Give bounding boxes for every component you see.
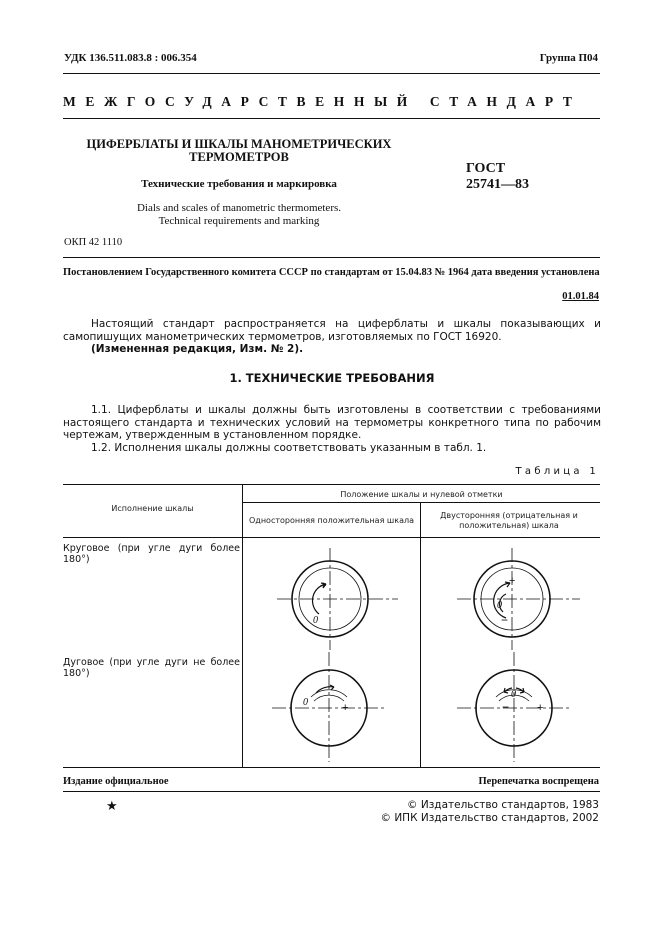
section-heading: 1. ТЕХНИЧЕСКИЕ ТРЕБОВАНИЯ <box>229 371 435 385</box>
reprint-notice: Перепечатка воспрещена <box>478 776 599 787</box>
copyright-2: © ИПК Издательство стандартов, 2002 <box>380 812 599 824</box>
title-line-2: ТЕРМОМЕТРОВ <box>189 150 289 164</box>
header-two-sided: Двусторонняя (отрицательная и положительная) шкала <box>440 511 578 530</box>
gost-number: 25741—83 <box>466 177 529 192</box>
dial-arc-two-sided <box>457 652 571 762</box>
english-title-line-2: Technical requirements and marking <box>158 214 320 227</box>
dial-2-minus: − <box>501 613 509 627</box>
effective-date: 01.01.84 <box>562 291 599 302</box>
dial-3-zero: 0 <box>303 697 308 708</box>
dial-1-plus: + <box>320 580 327 592</box>
header-variant: Исполнение шкалы <box>111 504 194 513</box>
revision-note: (Измененная редакция, Изм. № 2). <box>91 343 304 355</box>
dial-arc-one-sided <box>272 652 386 762</box>
udk-code: УДК 136.511.083.8 : 006.354 <box>64 52 197 64</box>
copyright-1: © Издательство стандартов, 1983 <box>407 799 599 811</box>
table-label: Таблица 1 <box>515 466 599 477</box>
dial-2-plus: + <box>509 575 516 587</box>
header-position-group: Положение шкалы и нулевой отметки <box>340 490 503 499</box>
footer-rule <box>63 791 600 792</box>
intro-paragraph: Настоящий стандарт распространяется на циферблаты и шкалы показывающих и самопишущих манометрических термометров, изготовляемых по ГОСТ 16920. <box>63 318 601 343</box>
title-line-1: ЦИФЕРБЛАТЫ И ШКАЛЫ МАНОМЕТРИЧЕСКИХ <box>86 137 392 151</box>
paragraph-1-1: 1.1. Циферблаты и шкалы должны быть изготовлены в соответствии с требованиями настоящего стандарта и технических условий на термометры конкретного типа по рабочим чертежам, утвержденным в установленном порядке. <box>63 404 601 441</box>
row-2-variant: Дуговое (при угле дуги не более 180°) <box>63 657 240 679</box>
standard-banner: МЕЖГОСУДАРСТВЕННЫЙ СТАНДАРТ <box>63 94 582 109</box>
row-1-variant: Круговое (при угле дуги более 180°) <box>63 543 240 565</box>
dial-4-plus: + <box>537 702 544 714</box>
dial-1-zero: 0 <box>313 615 318 626</box>
dial-3-plus: + <box>342 702 349 714</box>
group-code: Группа П04 <box>539 52 598 64</box>
gost-label: ГОСТ <box>466 161 506 176</box>
dial-circular-one-sided <box>277 548 398 650</box>
dial-2-zero: 0 <box>497 600 502 611</box>
document-subtitle: Технические требования и маркировка <box>141 178 337 190</box>
header-one-sided: Односторонняя положительная шкала <box>248 516 414 525</box>
official-edition: Издание официальное <box>63 776 169 787</box>
paragraph-1-2: 1.2. Исполнения шкалы должны соответствовать указанным в табл. 1. <box>91 442 487 454</box>
okp-code: ОКП 42 1110 <box>64 237 123 248</box>
decree-text: Постановлением Государственного комитета СССР по стандартам от 15.04.83 № 1964 дата введения установлена <box>63 267 600 278</box>
english-title-line-1: Dials and scales of manometric thermometers. <box>136 202 342 214</box>
dial-4-minus: − <box>502 700 510 714</box>
dial-circular-two-sided <box>457 548 580 650</box>
dial-4-zero: 0 <box>511 689 516 700</box>
star-icon: ★ <box>106 798 118 813</box>
